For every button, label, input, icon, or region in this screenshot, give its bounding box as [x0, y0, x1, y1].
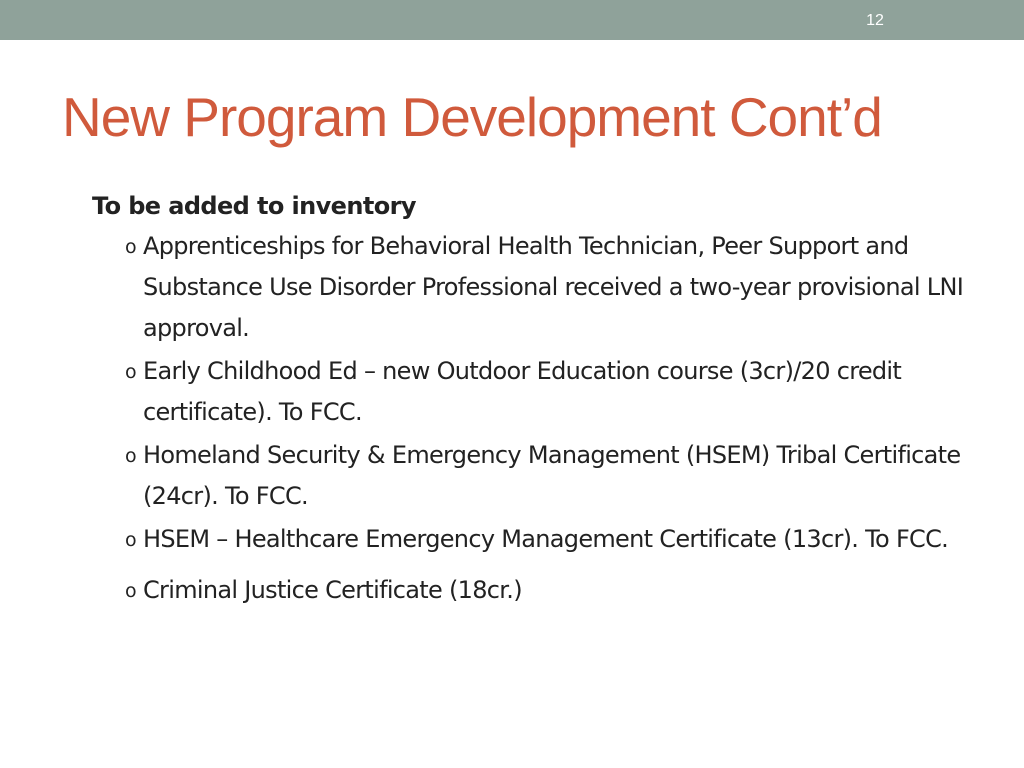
slide-content [92, 186, 972, 613]
bullet-item-hsem-healthcare [92, 519, 972, 560]
bullet-marker-icon: o [125, 236, 136, 258]
bullet-item-apprenticeships [92, 226, 972, 349]
bullet-marker-icon: o [125, 580, 136, 602]
bullet-text: Early Childhood Ed – new Outdoor Education course (3cr)/20 credit certificate). To FCC. [143, 357, 902, 426]
bullet-text: Criminal Justice Certificate (18cr.) [143, 576, 522, 604]
bullet-list [92, 226, 972, 611]
slide-number: 12 [866, 12, 884, 29]
slide-title: New Program Development Cont’d [62, 86, 882, 148]
bullet-text: Homeland Security & Emergency Management (HSEM) Tribal Certificate (24cr). To FCC. [143, 441, 961, 510]
bullet-marker-icon: o [125, 361, 136, 383]
bullet-item-criminal-justice [92, 570, 972, 611]
bullet-item-hsem-tribal [92, 435, 972, 517]
bullet-marker-icon: o [125, 445, 136, 467]
bullet-text: HSEM – Healthcare Emergency Management Certificate (13cr). To FCC. [143, 525, 949, 553]
bullet-item-early-childhood [92, 351, 972, 433]
header-bar [0, 0, 1024, 40]
section-heading: To be added to inventory [92, 192, 416, 220]
bullet-text: Apprenticeships for Behavioral Health Technician, Peer Support and Substance Use Disorder Professional received a two-year provisional LNI approval. [143, 232, 964, 342]
bullet-marker-icon: o [125, 529, 136, 551]
